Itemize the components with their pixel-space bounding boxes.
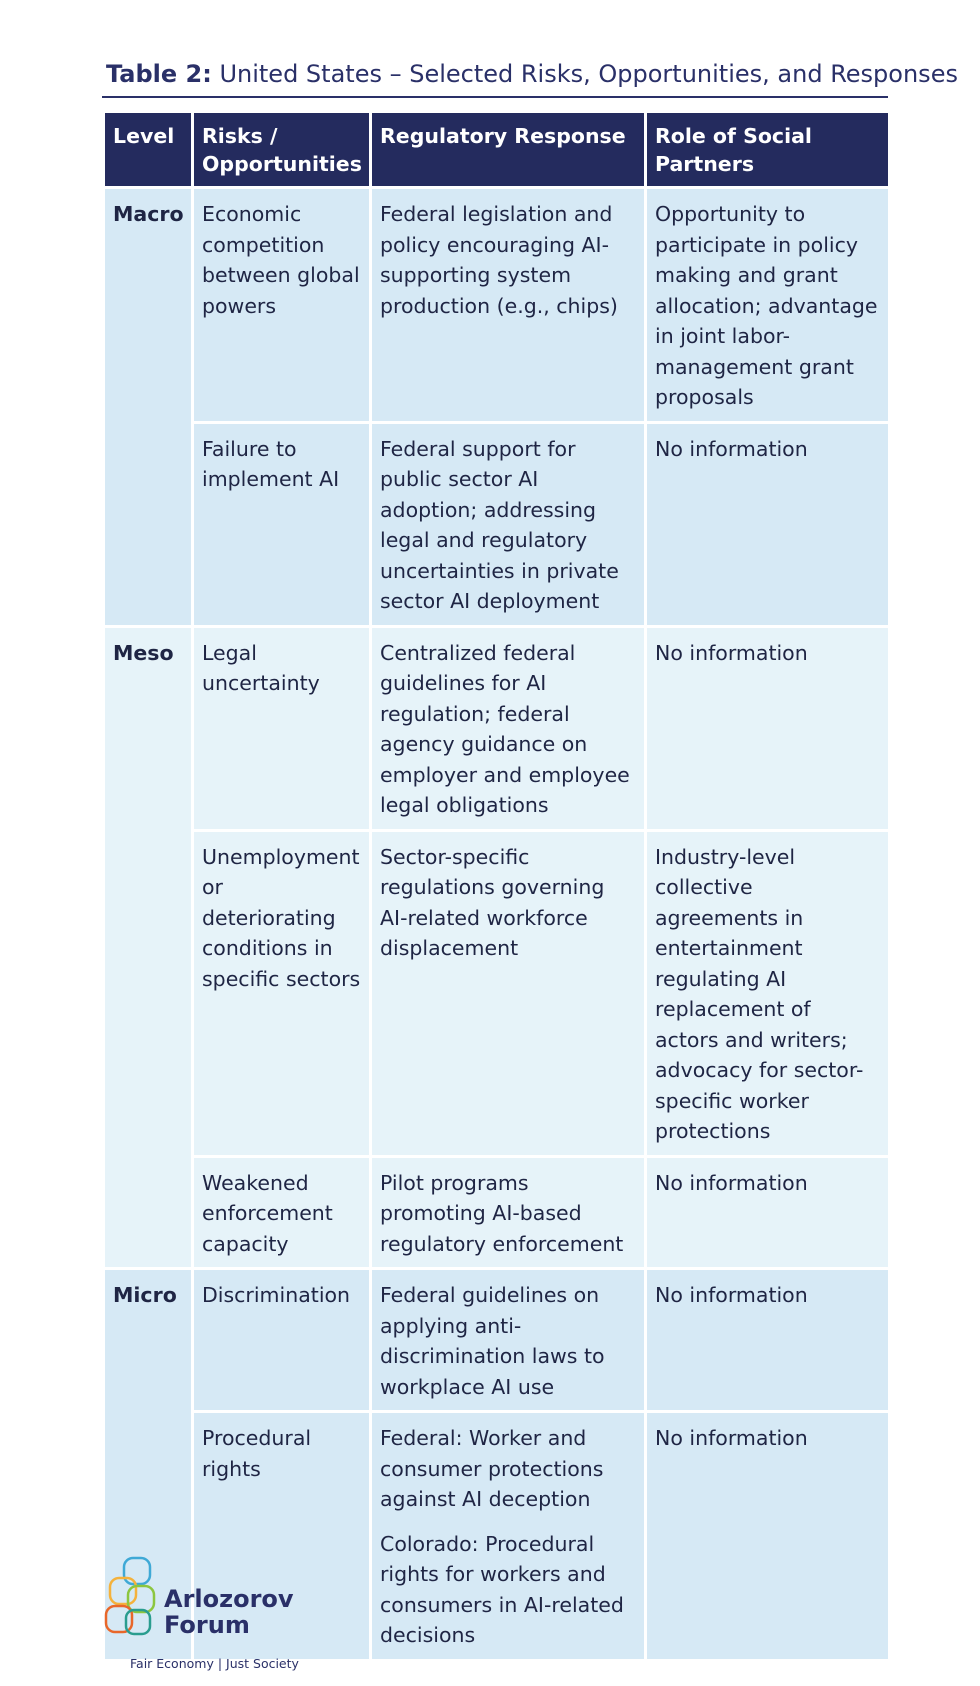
table-row bbox=[104, 188, 890, 423]
social-cell: Opportunity to participate in policy making and grant allocation; advantage in joint labor-management grant proposals bbox=[646, 188, 890, 423]
response-cell: Federal legislation and policy encouraging AI-supporting system production (e.g., chips) bbox=[371, 188, 646, 423]
risk-cell: Weakened enforcement capacity bbox=[193, 1156, 371, 1269]
table-title-label: Table 2: bbox=[106, 60, 212, 88]
risk-cell: Discrimination bbox=[193, 1269, 371, 1412]
response-colorado: Colorado: Procedural rights for workers and consumers in AI-related decisions bbox=[380, 1531, 624, 1647]
table-row bbox=[104, 1156, 890, 1269]
response-cell: Federal guidelines on applying anti-discrimination laws to workplace AI use bbox=[371, 1269, 646, 1412]
table-header-row bbox=[104, 112, 890, 188]
response-cell: Federal support for public sector AI adoption; addressing legal and regulatory uncertainties in private sector AI deployment bbox=[371, 422, 646, 626]
table-row bbox=[104, 422, 890, 626]
table-title bbox=[106, 60, 958, 88]
response-cell: Sector-specific regulations governing AI-related workforce displacement bbox=[371, 830, 646, 1156]
response-cell: Pilot programs promoting AI-based regulatory enforcement bbox=[371, 1156, 646, 1269]
social-cell: No information bbox=[646, 1412, 890, 1661]
risk-cell: Economic competition between global powers bbox=[193, 188, 371, 423]
social-cell: No information bbox=[646, 422, 890, 626]
risk-cell: Procedural rights bbox=[193, 1412, 371, 1661]
logo-tagline: Fair Economy | Just Society bbox=[130, 1656, 299, 1671]
level-meso: Meso bbox=[104, 626, 193, 1269]
header-regulatory-response: Regulatory Response bbox=[371, 112, 646, 188]
level-micro: Micro bbox=[104, 1269, 193, 1661]
table-row bbox=[104, 1269, 890, 1412]
risk-cell: Unemployment or deteriorating conditions in specific sectors bbox=[193, 830, 371, 1156]
risk-cell: Legal uncertainty bbox=[193, 626, 371, 830]
social-cell: No information bbox=[646, 1156, 890, 1269]
logo-rings-icon bbox=[104, 1556, 162, 1640]
logo-name-line2: Forum bbox=[164, 1611, 250, 1639]
table-title-row bbox=[102, 56, 958, 98]
table-title-text: United States – Selected Risks, Opportunities, and Responses bbox=[211, 60, 958, 88]
response-cell: Centralized federal guidelines for AI regulation; federal agency guidance on employer and employee legal obligations bbox=[371, 626, 646, 830]
social-cell: No information bbox=[646, 1269, 890, 1412]
header-risks: Risks / Opportunities bbox=[193, 112, 371, 188]
risk-table bbox=[102, 110, 891, 1662]
header-social-partners: Role of Social Partners bbox=[646, 112, 890, 188]
risk-cell: Failure to implement AI bbox=[193, 422, 371, 626]
table-row bbox=[104, 830, 890, 1156]
response-federal: Federal: Worker and consumer protections against AI deception bbox=[380, 1426, 604, 1511]
header-level: Level bbox=[104, 112, 193, 188]
level-macro: Macro bbox=[104, 188, 193, 627]
table-row bbox=[104, 626, 890, 830]
arlozorov-forum-logo bbox=[104, 1556, 444, 1676]
logo-name-line1: Arlozorov bbox=[164, 1585, 294, 1613]
social-cell: No information bbox=[646, 626, 890, 830]
social-cell: Industry-level collective agreements in entertainment regulating AI replacement of actors and writers; advocacy for sector-specific worker protections bbox=[646, 830, 890, 1156]
logo-name bbox=[164, 1586, 294, 1638]
